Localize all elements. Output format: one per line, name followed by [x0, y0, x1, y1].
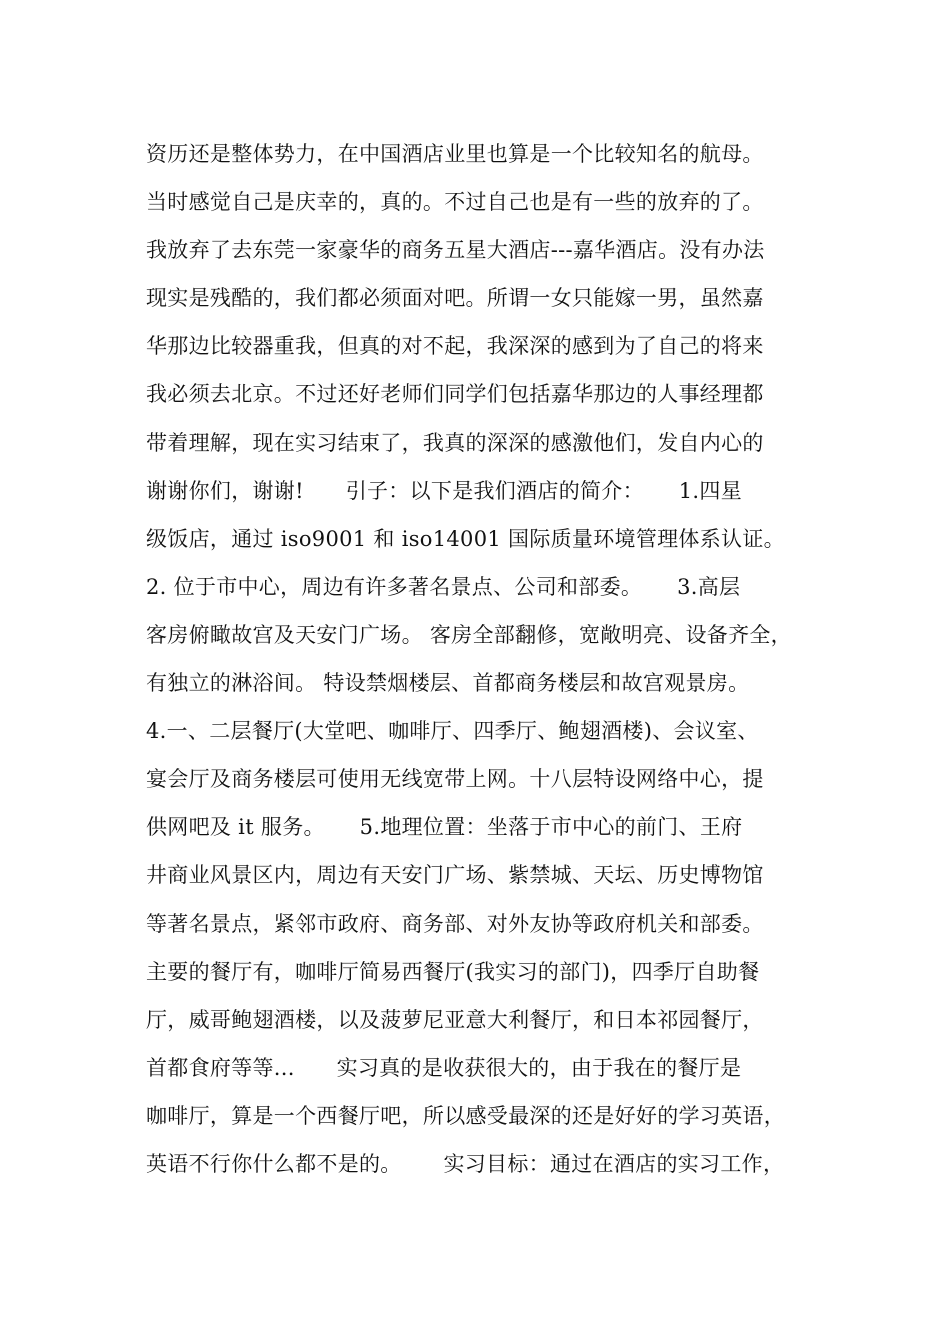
text-line: 宴会厅及商务楼层可使用无线宽带上网。十八层特设网络中心，提	[146, 767, 764, 792]
text-line: 现实是残酷的，我们都必须面对吧。所谓一女只能嫁一男，虽然嘉	[146, 286, 764, 311]
text-line: 带着理解，现在实习结束了，我真的深深的感激他们，发自内心的	[146, 430, 764, 455]
text-line: 2. 位于市中心，周边有许多著名景点、公司和部委。 3.高层	[146, 574, 741, 599]
text-line: 主要的餐厅有，咖啡厅简易西餐厅(我实习的部门)，四季厅自助餐	[146, 959, 760, 984]
body-text	[146, 130, 816, 1188]
text-line: 井商业风景区内，周边有天安门广场、紫禁城、天坛、历史博物馆	[146, 863, 764, 888]
text-line: 我放弃了去东莞一家豪华的商务五星大酒店---嘉华酒店。没有办法	[146, 238, 765, 263]
text-line: 咖啡厅，算是一个西餐厅吧，所以感受最深的还是好好的学习英语，	[146, 1103, 785, 1128]
text-line: 有独立的淋浴间。 特设禁烟楼层、首都商务楼层和故宫观景房。	[146, 671, 750, 696]
text-line: 4.一、二层餐厅(大堂吧、咖啡厅、四季厅、鲍翅酒楼)、会议室、	[146, 719, 759, 744]
text-line: 等著名景点，紧邻市政府、商务部、对外友协等政府机关和部委。	[146, 911, 764, 936]
text-line: 客房俯瞰故宫及天安门广场。 客房全部翻修，宽敞明亮、设备齐全，	[146, 622, 792, 647]
text-line: 我必须去北京。不过还好老师们同学们包括嘉华那边的人事经理都	[146, 382, 764, 407]
text-line: 谢谢你们，谢谢! 引子：以下是我们酒店的简介： 1.四星	[146, 478, 743, 503]
text-line: 首都食府等等... 实习真的是收获很大的，由于我在的餐厅是	[146, 1055, 742, 1080]
text-line: 华那边比较器重我，但真的对不起，我深深的感到为了自己的将来	[146, 334, 764, 359]
text-line: 厅，威哥鲍翅酒楼，以及菠萝尼亚意大利餐厅，和日本祁园餐厅，	[146, 1007, 764, 1032]
text-line: 资历还是整体势力，在中国酒店业里也算是一个比较知名的航母。	[146, 142, 764, 166]
text-line: 供网吧及 it 服务。 5.地理位置：坐落于市中心的前门、王府	[146, 815, 743, 840]
text-line: 级饭店，通过 iso9001 和 iso14001 国际质量环境管理体系认证。	[146, 526, 785, 551]
text-line: 英语不行你什么都不是的。 实习目标：通过在酒店的实习工作，	[146, 1151, 785, 1176]
text-line: 当时感觉自己是庆幸的，真的。不过自己也是有一些的放弃的了。	[146, 190, 764, 215]
